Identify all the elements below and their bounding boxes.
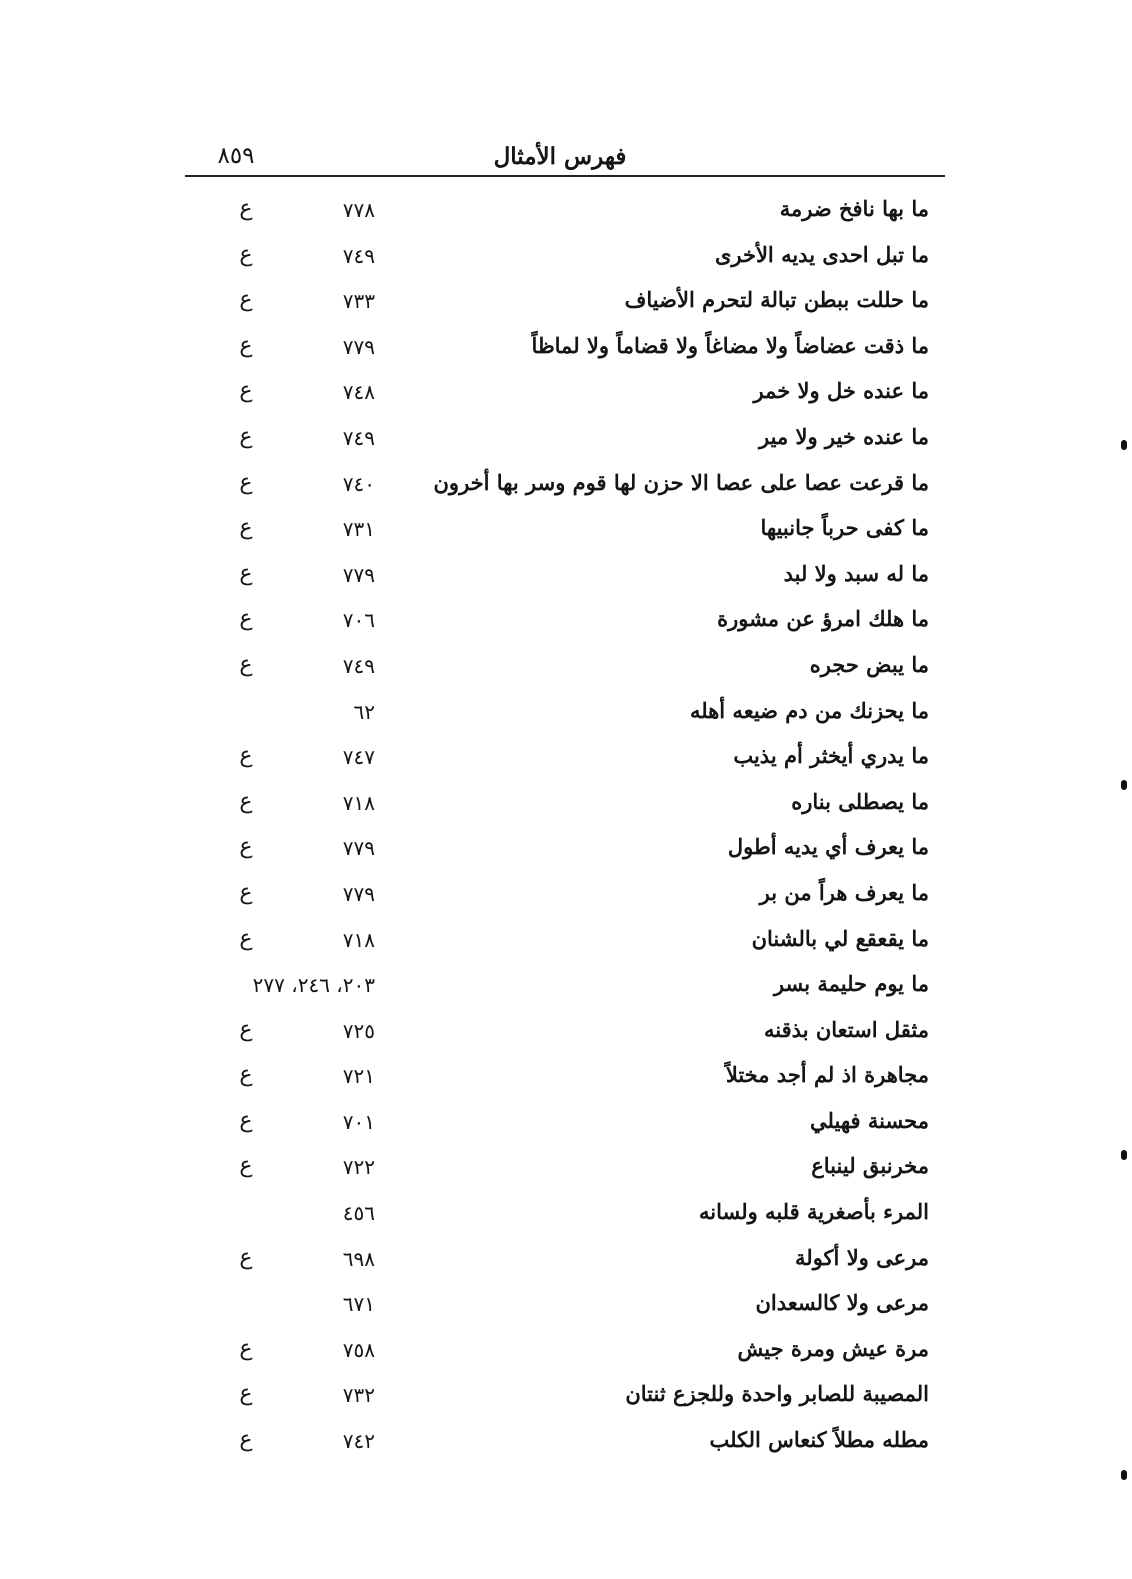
page-reference: ٧٢٥	[342, 1018, 375, 1043]
source-mark: ع	[239, 1381, 253, 1407]
source-mark: ع	[239, 925, 253, 951]
proverb-text: ما كفى حرباً جانبيها	[760, 515, 929, 541]
proverb-text: ما بها نافخ ضرمة	[779, 196, 929, 221]
proverb-text: ما ذقت عضاضاً ولا مضاغاً ولا قضاماً ولا لماظاً	[531, 332, 929, 358]
index-entry	[0, 1193, 1132, 1239]
source-mark: ع	[239, 241, 253, 267]
proverb-text: محسنة فهيلي	[810, 1107, 929, 1133]
source-mark: ع	[239, 606, 253, 632]
scan-edge-mark	[1121, 1470, 1127, 1480]
index-entry	[0, 1375, 1132, 1421]
source-mark: ع	[239, 834, 253, 860]
index-entry	[0, 1284, 1132, 1330]
page-reference: ٤٥٦	[342, 1201, 375, 1226]
index-entry	[0, 600, 1132, 646]
source-mark: ع	[239, 1427, 253, 1453]
proverb-text: مخرنبق لينباع	[811, 1153, 929, 1179]
scan-edge-mark	[1121, 440, 1127, 450]
page-reference: ٧٤٩	[342, 425, 375, 450]
source-mark: ع	[239, 1153, 253, 1179]
proverb-text: مرعى ولا أكولة	[795, 1244, 929, 1270]
page-reference: ٧٣٢	[342, 1383, 375, 1408]
source-mark: ع	[239, 196, 253, 221]
page-reference: ٧٢١	[342, 1064, 375, 1089]
page-reference: ٧٧٩	[342, 836, 375, 861]
page-reference: ٧٤٢	[342, 1429, 375, 1454]
proverb-text: ما تبل احدى يديه الأخرى	[714, 241, 929, 267]
page-reference: ٧٠٦	[342, 608, 375, 633]
page-reference: ٧٢٢	[342, 1155, 375, 1180]
index-entry	[0, 965, 1132, 1011]
index-entry	[0, 1330, 1132, 1376]
page-reference: ٧٤٩	[342, 243, 375, 268]
header-rule	[185, 175, 945, 177]
proverb-text: ما حللت ببطن تبالة لتحرم الأضياف	[624, 287, 929, 313]
page-reference: ٧٤٩	[342, 653, 375, 678]
source-mark: ع	[239, 651, 253, 677]
proverb-text: ما يعرف هراً من بر	[759, 879, 929, 905]
index-entry	[0, 1011, 1132, 1057]
page-reference: ٧٤٠	[342, 471, 375, 496]
page-reference: ٧٧٨	[342, 198, 375, 222]
page-reference: ٧٠١	[342, 1109, 375, 1134]
index-entry	[0, 464, 1132, 510]
source-mark: ع	[239, 378, 253, 404]
source-mark: ع	[239, 423, 253, 449]
source-mark: ع	[239, 1062, 253, 1088]
page-reference: ٧٥٨	[342, 1337, 375, 1362]
source-mark: ع	[239, 1244, 253, 1270]
index-entry	[0, 737, 1132, 783]
page-reference: ٧٤٧	[342, 745, 375, 770]
index-entry	[0, 1239, 1132, 1285]
index-entry	[0, 1147, 1132, 1193]
source-mark: ع	[239, 469, 253, 495]
source-mark: ع	[239, 1016, 253, 1042]
source-mark: ع	[239, 788, 253, 814]
proverb-text: ما هلك امرؤ عن مشورة	[717, 606, 929, 632]
proverb-text: ما يقعقع لي بالشنان	[751, 925, 929, 951]
proverb-text: ما يدري أيخثر أم يذيب	[733, 743, 929, 769]
scan-edge-mark	[1121, 1150, 1127, 1160]
index-entry	[0, 555, 1132, 601]
source-mark: ع	[239, 879, 253, 905]
page-header-title: فهرس الأمثال	[493, 143, 627, 170]
proverb-text: ما يعرف أي يديه أطول	[727, 834, 929, 860]
proverb-text: ما يوم حليمة بسر	[773, 971, 929, 997]
page-reference: ٧٣٣	[342, 289, 375, 314]
index-entry	[0, 828, 1132, 874]
proverb-text: ما قرعت عصا على عصا الا حزن لها قوم وسر بها أخرون	[433, 469, 929, 495]
index-entry	[0, 1102, 1132, 1148]
index-entry	[0, 1421, 1132, 1467]
index-entry	[0, 1056, 1132, 1102]
source-mark: ع	[239, 560, 253, 586]
index-entry	[0, 646, 1132, 692]
page-reference: ٢٠٣، ٢٤٦، ٢٧٧	[252, 973, 375, 998]
page-reference: ٦٩٨	[342, 1246, 375, 1271]
page-number: ٨٥٩	[217, 143, 255, 169]
proverb-text: مرة عيش ومرة جيش	[737, 1335, 929, 1361]
proverb-text: ما يصطلى بناره	[791, 788, 929, 814]
scan-edge-mark	[1121, 780, 1127, 790]
index-entry	[0, 281, 1132, 327]
index-entry	[0, 874, 1132, 920]
source-mark: ع	[239, 1335, 253, 1361]
index-entry	[0, 327, 1132, 373]
proverb-text: مطله مطلاً كنعاس الكلب	[709, 1427, 929, 1453]
page-reference: ٧١٨	[342, 927, 375, 952]
proverb-text: ما عنده خير ولا مير	[759, 423, 929, 449]
page-reference: ٧٧٩	[342, 881, 375, 906]
index-entry	[0, 692, 1132, 738]
index-entry	[0, 372, 1132, 418]
proverb-text: مجاهرة اذ لم أجد مختلاً	[725, 1062, 929, 1088]
index-entry	[0, 190, 1132, 236]
source-mark: ع	[239, 515, 253, 541]
proverb-text: المرء بأصغرية قلبه ولسانه	[698, 1199, 929, 1225]
source-mark: ع	[239, 1107, 253, 1133]
index-entry	[0, 509, 1132, 555]
proverb-text: مثقل استعان بذقنه	[764, 1016, 929, 1042]
index-entry	[0, 236, 1132, 282]
index-entry	[0, 920, 1132, 966]
page-reference: ٧٧٩	[342, 334, 375, 359]
proverb-text: ما له سبد ولا لبد	[783, 560, 929, 586]
proverb-text: مرعى ولا كالسعدان	[755, 1290, 929, 1316]
index-entry	[0, 783, 1132, 829]
page-reference: ٦٧١	[342, 1292, 375, 1317]
proverb-text: ما يبض حجره	[809, 651, 929, 677]
proverb-index-list	[0, 190, 1132, 1467]
page-reference: ٦٢	[353, 699, 375, 724]
source-mark: ع	[239, 743, 253, 769]
proverb-text: المصيبة للصابر واحدة وللجزع ثنتان	[625, 1381, 929, 1407]
proverb-text: ما يحزنك من دم ضيعه أهله	[690, 697, 929, 723]
page-reference: ٧٤٨	[342, 380, 375, 405]
page-reference: ٧٣١	[342, 517, 375, 542]
source-mark: ع	[239, 332, 253, 358]
index-entry	[0, 418, 1132, 464]
page-reference: ٧٧٩	[342, 562, 375, 587]
page-reference: ٧١٨	[342, 790, 375, 815]
source-mark: ع	[239, 287, 253, 313]
proverb-text: ما عنده خل ولا خمر	[753, 378, 929, 404]
